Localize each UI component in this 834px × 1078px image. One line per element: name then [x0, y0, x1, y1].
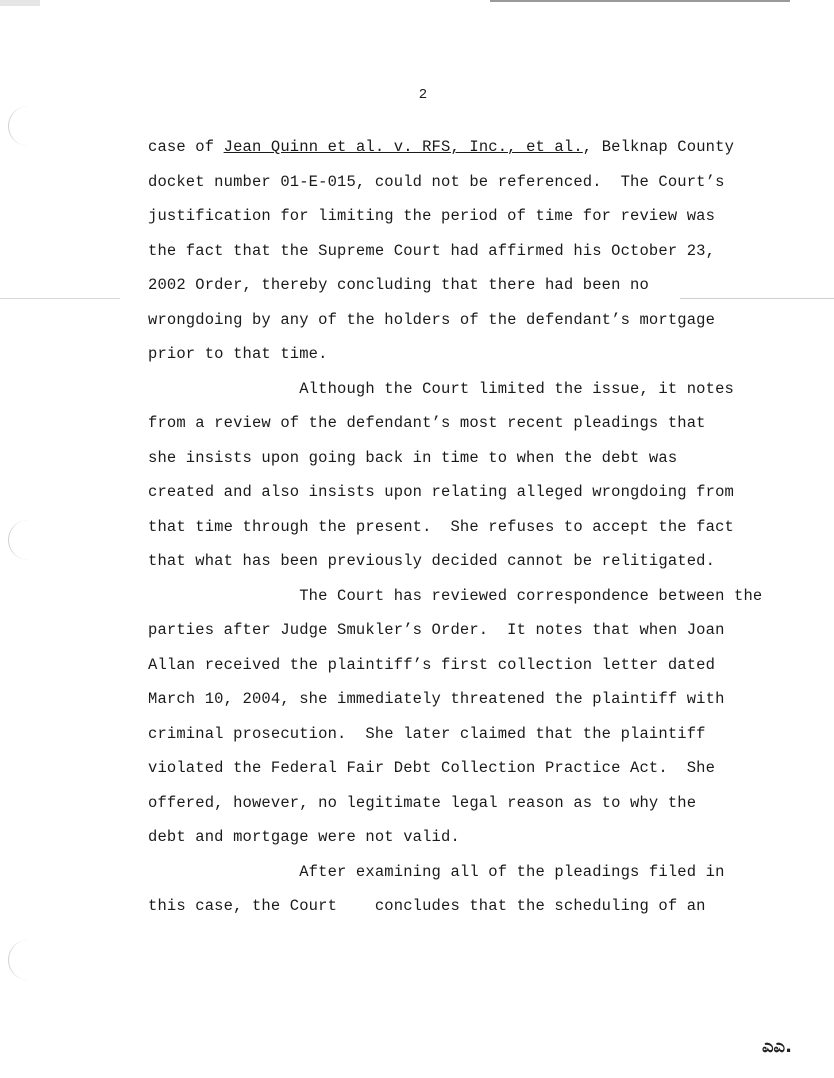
punch-hole-mark — [8, 940, 35, 980]
text-line: wrongdoing by any of the holders of the defendant’s mortgage — [148, 310, 716, 329]
page-number: 2 — [418, 87, 428, 103]
text-line: that what has been previously decided cannot be relitigated. — [148, 552, 716, 570]
text-line: Allan received the plaintiff’s first collection letter dated — [148, 655, 716, 674]
text-line: the fact that the Supreme Court had affirmed his October 23, — [148, 241, 716, 260]
text-line: from a review of the defendant’s most recent pleadings that — [148, 414, 706, 432]
scan-artifact — [0, 0, 40, 6]
text-line — [148, 136, 788, 171]
text-line: docket number 01-E-015, could not be referenced. The Court’s — [148, 172, 725, 191]
text-line: March 10, 2004, she immediately threatened the plaintiff with — [148, 690, 725, 708]
text-line: parties after Judge Smukler’s Order. It notes that when Joan — [148, 621, 725, 639]
text-line: this case, the Court concludes that the scheduling of an — [148, 897, 706, 915]
body-text — [148, 136, 788, 930]
scan-artifact — [490, 0, 790, 2]
text-line: she insists upon going back in time to when the debt was — [148, 448, 678, 467]
text-line: violated the Federal Fair Debt Collection Practice Act. She — [148, 759, 716, 777]
text-line: criminal prosecution. She later claimed that the plaintiff — [148, 724, 706, 743]
text-fragment: , Belknap County — [582, 138, 735, 156]
text-line: that time through the present. She refuses to accept the fact — [148, 517, 734, 536]
text-line: justification for limiting the period of time for review was — [148, 207, 716, 225]
punch-hole-mark — [8, 106, 35, 146]
text-line: After examining all of the pleadings filed in — [148, 862, 725, 881]
handwritten-mark: ಎಎ. — [762, 1036, 792, 1057]
text-line: prior to that time. — [148, 345, 328, 363]
text-line: debt and mortgage were not valid. — [148, 828, 460, 846]
text-line: Although the Court limited the issue, it notes — [148, 379, 734, 398]
text-line: offered, however, no legitimate legal reason as to why the — [148, 793, 697, 812]
text-fragment: case of — [148, 138, 224, 156]
punch-hole-mark — [8, 520, 35, 560]
text-line: The Court has reviewed correspondence between the — [148, 586, 763, 605]
case-citation: Jean Quinn et al. v. RFS, Inc., et al. — [223, 138, 583, 156]
text-line: created and also insists upon relating alleged wrongdoing from — [148, 483, 734, 501]
text-line: 2002 Order, thereby concluding that there had been no — [148, 276, 649, 294]
